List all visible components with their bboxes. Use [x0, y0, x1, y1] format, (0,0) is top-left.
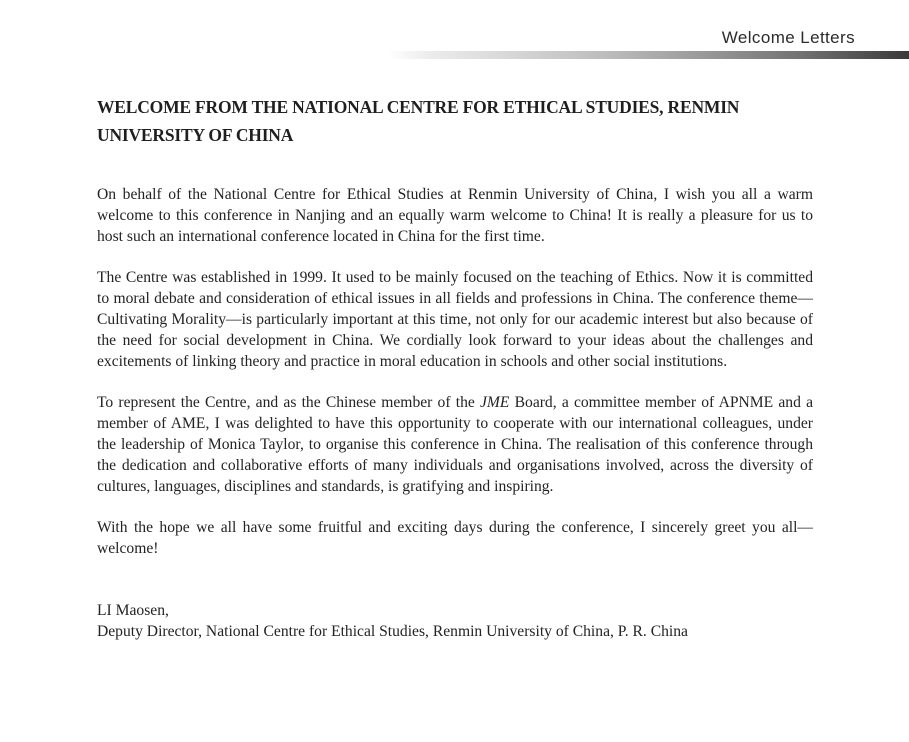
letter-body: [97, 93, 813, 643]
header-divider-bar: [388, 51, 909, 59]
paragraph-3-text-after: Board, a committee member of APNME and a member of AME, I was delighted to have this opportunity to cooperate with our international colleagues, under the leadership of Monica Taylor, to organise this conference in China. The realisation of this conference through the dedication and collaborative efforts of many individuals and organisations involved, across the diversity of cultures, languages, disciplines and standards, is gratifying and inspiring.: [97, 394, 813, 495]
journal-name-jme: JME: [479, 394, 510, 412]
letter-paragraph-3: [97, 393, 813, 497]
signature-block: [97, 601, 813, 643]
running-header-label: Welcome Letters: [721, 28, 855, 47]
letter-paragraph-2: The Centre was established in 1999. It used to be mainly focused on the teaching of Ethics. Now it is committed to moral debate and consideration of ethical issues in all fields and professions in China. The conference theme—Cultivating Morality—is particularly important at this time, not only for our academic interest but also because of the need for social development in China. We cordially look forward to your ideas about the challenges and excitements of linking theory and practice in moral education in schools and other social institutions.: [97, 269, 813, 370]
letter-paragraph-1: On behalf of the National Centre for Ethical Studies at Renmin University of China, I wish you all a warm welcome to this conference in Nanjing and an equally warm welcome to China! It is really a pleasure for us to host such an international conference located in China for the first time.: [97, 186, 813, 245]
letter-paragraph-4: With the hope we all have some fruitful and exciting days during the conference, I sincerely greet you all—welcome!: [97, 519, 813, 558]
signatory-title: Deputy Director, National Centre for Ethical Studies, Renmin University of China, P. R. China: [97, 622, 688, 640]
signatory-name: LI Maosen,: [97, 601, 169, 619]
letter-title: WELCOME FROM THE NATIONAL CENTRE FOR ETHICAL STUDIES, RENMIN UNIVERSITY OF CHINA: [97, 97, 740, 145]
paragraph-3-text-before: To represent the Centre, and as the Chinese member of the: [97, 394, 480, 412]
